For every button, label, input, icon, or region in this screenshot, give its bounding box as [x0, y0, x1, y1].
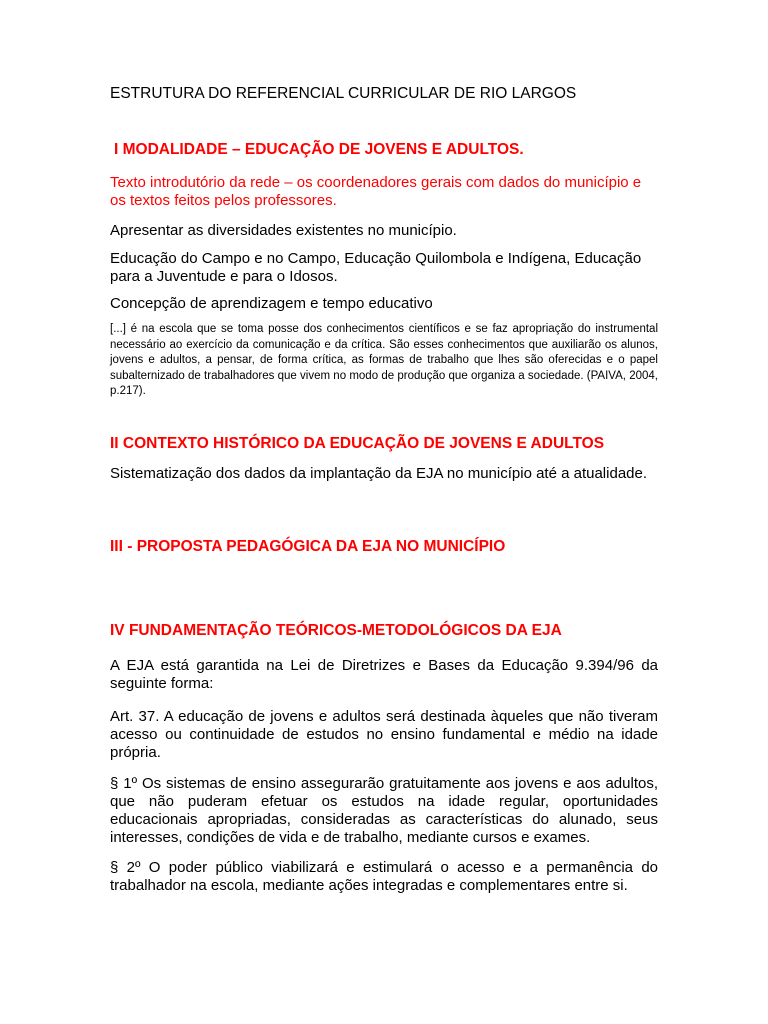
- art-37-paragraph: Art. 37. A educação de jovens e adultos será destinada àqueles que não tiveram acesso ou continuidade de estudos no ensino fundamental e médio na idade própria.: [110, 708, 658, 761]
- diversidades-paragraph: Apresentar as diversidades existentes no município.: [110, 222, 457, 239]
- ldb-paragraph: A EJA está garantida na Lei de Diretrizes e Bases da Educação 9.394/96 da seguinte forma:: [110, 657, 658, 692]
- intro-red-paragraph: Texto introdutório da rede – os coordenadores gerais com dados do município e os textos feitos pelos professores.: [110, 174, 642, 209]
- educacao-campo-paragraph: Educação do Campo e no Campo, Educação Quilombola e Indígena, Educação para a Juventude e para o Idosos.: [110, 250, 642, 285]
- sistematizacao-paragraph: Sistematização dos dados da implantação da EJA no município até a atualidade.: [110, 465, 648, 482]
- section-3-heading: III - PROPOSTA PEDAGÓGICA DA EJA NO MUNICÍPIO: [110, 538, 506, 555]
- section-1-heading: I MODALIDADE – EDUCAÇÃO DE JOVENS E ADULTOS.: [114, 141, 524, 158]
- paragraph-2-clause: § 2º O poder público viabilizará e estimulará o acesso e a permanência do trabalhador na escola, mediante ações integradas e complementares entre si.: [110, 859, 658, 894]
- section-2-heading: II CONTEXTO HISTÓRICO DA EDUCAÇÃO DE JOVENS E ADULTOS: [110, 435, 605, 452]
- paragraph-1-clause: § 1º Os sistemas de ensino assegurarão gratuitamente aos jovens e aos adultos, que não puderam efetuar os estudos na idade regular, oportunidades educacionais apropriadas, consideradas as características do alunado, seus interesses, condições de vida e de trabalho, mediante cursos e exames.: [110, 775, 658, 846]
- concepcao-paragraph: Concepção de aprendizagem e tempo educativo: [110, 295, 433, 312]
- document-title: ESTRUTURA DO REFERENCIAL CURRICULAR DE RIO LARGOS: [110, 85, 577, 102]
- section-4-heading: IV FUNDAMENTAÇÃO TEÓRICOS-METODOLÓGICOS DA EJA: [110, 622, 562, 639]
- citation-quote: [...] é na escola que se toma posse dos conhecimentos científicos e se faz apropriação do instrumental necessário ao exercício da comunicação e da crítica. São esses conhecimentos que auxiliarão os alunos, jovens e adultos, a pensar, de forma crítica, as formas de trabalho que lhes são oferecidas e o papel subalternizado de trabalhadores que vivem no modo de produção que organiza a sociedade. (PAIVA, 2004, p.217).: [110, 323, 658, 398]
